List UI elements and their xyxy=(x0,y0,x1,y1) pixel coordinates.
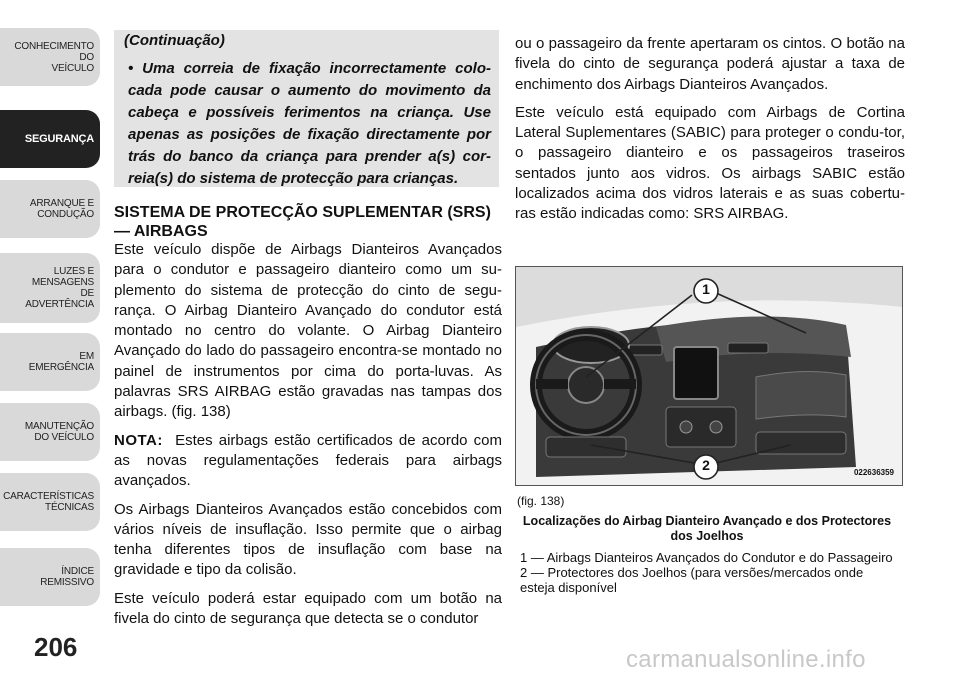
tab-caracteristicas-tecnicas[interactable] xyxy=(0,473,100,531)
nota-label: NOTA: xyxy=(114,431,163,449)
paragraph-sabic: Este veículo está equipado com Airbags de Cortina Lateral Suplementares (SABIC) para proteger o condu-tor, o passageiro dianteiro e os passageiros traseiros sentados junto aos vidros. Os airbags SABIC estão localizados acima dos vidros laterais e as suas cobertu-ras estão indicadas como: SRS AIRBAG. xyxy=(515,103,905,223)
tab-indice-remissivo[interactable] xyxy=(0,548,100,606)
tab-label-line: REMISSIVO xyxy=(40,577,94,588)
tab-manutencao-do-veiculo[interactable] xyxy=(0,403,100,461)
tab-label-line: EM xyxy=(79,351,94,362)
tab-label-line: DE xyxy=(80,288,94,299)
tab-arranque-e-conducao[interactable] xyxy=(0,180,100,238)
tab-label-line: MANUTENÇÃO xyxy=(24,421,94,432)
dashboard-illustration xyxy=(516,267,902,485)
note-text: • Uma correia de fixação incorrectamente colo-cada pode causar o aumento do movimento da cabeça e possíveis ferimentos na criança. Use apenas as posições de fixação directamente por trás do banco da criança para prender a(s) cor-reia(s) do sistema de protecção para crianças. xyxy=(128,60,491,187)
note-continued: (Continuação) xyxy=(124,32,225,49)
figure-legend xyxy=(520,550,900,595)
tab-label-line: MENSAGENS xyxy=(31,277,94,288)
tab-label-line: DO VEÍCULO xyxy=(34,432,94,443)
callout-2: 2 xyxy=(702,457,710,473)
paragraph-insuflacao: Os Airbags Dianteiros Avançados estão concebidos com vários níveis de insuflação. Isso permite que o airbag tenha diferentes tipos de insuflação com base na gravidade e tipo da colisão. xyxy=(114,500,502,579)
left-column xyxy=(114,240,502,637)
tab-em-emergencia[interactable] xyxy=(0,333,100,391)
paragraph-nota xyxy=(114,431,502,492)
tab-seguranca[interactable] xyxy=(0,110,100,168)
figure-dashboard-airbags xyxy=(515,266,903,486)
legend-item-2: 2 — Protectores dos Joelhos (para versões/mercados onde esteja disponível xyxy=(520,565,864,595)
figure-code: 022636359 xyxy=(853,468,894,477)
tab-conhecimento-do-veiculo[interactable] xyxy=(0,28,100,86)
tab-label-line: VEÍCULO xyxy=(51,62,94,74)
paragraph-fivela: Este veículo poderá estar equipado com um botão na fivela do cinto de segurança que detecta se o condutor xyxy=(114,589,502,628)
figure-caption: Localizações do Airbag Dianteiro Avançado e dos Protectores dos Joelhos xyxy=(522,514,892,543)
paragraph-airbags-intro: Este veículo dispõe de Airbags Dianteiros Avançados para o condutor e passageiro dianteiro como um su-plemento do sistema de protecção do cinto de segu-rança. O Airbag Dianteiro Avançado do condutor está montado no centro do volante. O Airbag Dianteiro Avançado do lado do passageiro encontra-se montado no painel de instrumentos por cima do porta-luvas. As palavras SRS AIRBAG estão gravadas nas tampas dos airbags. (fig. 138) xyxy=(114,241,502,421)
tab-label-line: CONDUÇÃO xyxy=(37,209,94,220)
nota-text: Estes airbags estão certificados de acordo com as novas regulamentações federais para airbags avançados. xyxy=(114,431,502,490)
figure-label: (fig. 138) xyxy=(517,494,565,508)
tab-label-line: ADVERTÊNCIA xyxy=(25,299,94,310)
callout-1: 1 xyxy=(702,281,710,297)
tab-label-line: DO xyxy=(79,51,94,63)
tab-label-line: ARRANQUE E xyxy=(29,198,94,209)
warning-note xyxy=(114,30,499,187)
paragraph-fivela-cont: ou o passageiro da frente apertaram os cintos. O botão na fivela do cinto de segurança poderá ajustar a taxa de enchimento dos Airbags Dianteiros Avançados. xyxy=(515,35,905,93)
page-number: 206 xyxy=(34,632,78,662)
watermark: carmanualsonline.info xyxy=(626,646,866,673)
tab-label-line: CARACTERÍSTICAS xyxy=(3,491,94,502)
tab-label-line: SEGURANÇA xyxy=(24,132,94,145)
right-column xyxy=(515,34,905,233)
section-heading: SISTEMA DE PROTECÇÃO SUPLEMENTAR (SRS) — AIRBAGS xyxy=(114,204,491,240)
tab-label-line: LUZES E xyxy=(53,266,94,277)
tab-label-line: EMERGÊNCIA xyxy=(28,362,94,373)
legend-item-1: 1 — Airbags Dianteiros Avançados do Condutor e do Passageiro xyxy=(520,550,893,565)
tab-label-line: CONHECIMENTO xyxy=(14,40,94,52)
tab-label-line: TÉCNICAS xyxy=(45,502,94,513)
tab-luzes-e-mensagens[interactable] xyxy=(0,253,100,323)
tab-label-line: ÍNDICE xyxy=(61,566,94,577)
